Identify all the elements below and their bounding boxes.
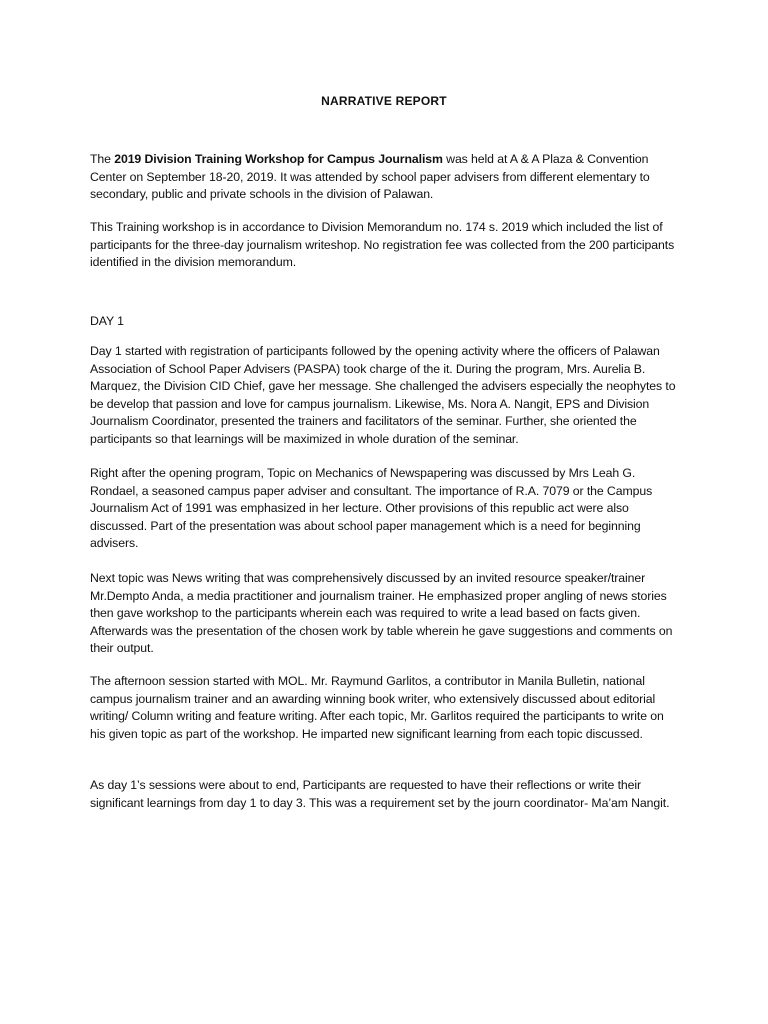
day-heading: DAY 1 bbox=[90, 314, 124, 328]
intro-suffix: was held at A & A Plaza & Convention Center on September 18-20, 2019. It was attended by school paper advisers from different elementary to secondary, public and private schools in the division of Palawan. bbox=[90, 152, 650, 202]
intro-prefix: The bbox=[90, 152, 115, 166]
document-title: NARRATIVE REPORT bbox=[321, 94, 447, 108]
reflections-text: As day 1’s sessions were about to end, Participants are requested to have their reflections or write their significant learnings from day 1 to day 3. This was a requirement set by the journ coordinator- Ma’am Nangit. bbox=[90, 778, 670, 810]
news-writing-paragraph bbox=[90, 570, 680, 658]
reflections-paragraph bbox=[90, 777, 680, 812]
memorandum-paragraph bbox=[90, 219, 680, 272]
news-writing-text: Next topic was News writing that was comprehensively discussed by an invited resource speaker/trainer Mr.Dempto Anda, a media practitioner and journalism trainer. He emphasized proper angling of news stories then gave workshop to the participants wherein each was required to write a lead based on facts given. Afterwards was the presentation of the chosen work by table wherein he gave suggestions and comments on their output. bbox=[90, 571, 673, 656]
day1-opening-paragraph bbox=[90, 343, 680, 449]
event-name: 2019 Division Training Workshop for Campus Journalism bbox=[114, 152, 443, 166]
newspapering-text: Right after the opening program, Topic on Mechanics of Newspapering was discussed by Mrs Leah G. Rondael, a seasoned campus paper adviser and consultant. The importance of R.A. 7079 or the Campus Journalism Act of 1991 was emphasized in her lecture. Other provisions of this republic act were also discussed. Part of the presentation was about school paper management which is a need for beginning advisers. bbox=[90, 466, 653, 551]
day1-opening-text: Day 1 started with registration of participants followed by the opening activity where the officers of Palawan Association of School Paper Advisers (PASPA) took charge of the it. During the program, Mrs. Aurelia B. Marquez, the Division CID Chief, gave her message. She challenged the advisers especially the neophytes to be develop that passion and love for campus journalism. Likewise, Ms. Nora A. Nangit, EPS and Division Journalism Coordinator, presented the trainers and facilitators of the seminar. Further, she oriented the participants so that learnings will be maximized in whole duration of the seminar. bbox=[90, 344, 676, 446]
memorandum-text: This Training workshop is in accordance to Division Memorandum no. 174 s. 2019 which included the list of participants for the three-day journalism writeshop. No registration fee was collected from the 200 participants identified in the division memorandum. bbox=[90, 220, 675, 270]
afternoon-session-paragraph bbox=[90, 673, 680, 743]
newspapering-paragraph bbox=[90, 465, 680, 553]
afternoon-session-text: The afternoon session started with MOL. Mr. Raymund Garlitos, a contributor in Manila Bulletin, national campus journalism trainer and an awarding winning book writer, who extensively discussed about editorial writing/ Column writing and feature writing. After each topic, Mr. Garlitos required the participants to write on his given topic as part of the workshop. He imparted new significant learning from each topic discussed. bbox=[90, 674, 664, 741]
intro-paragraph bbox=[90, 151, 680, 204]
